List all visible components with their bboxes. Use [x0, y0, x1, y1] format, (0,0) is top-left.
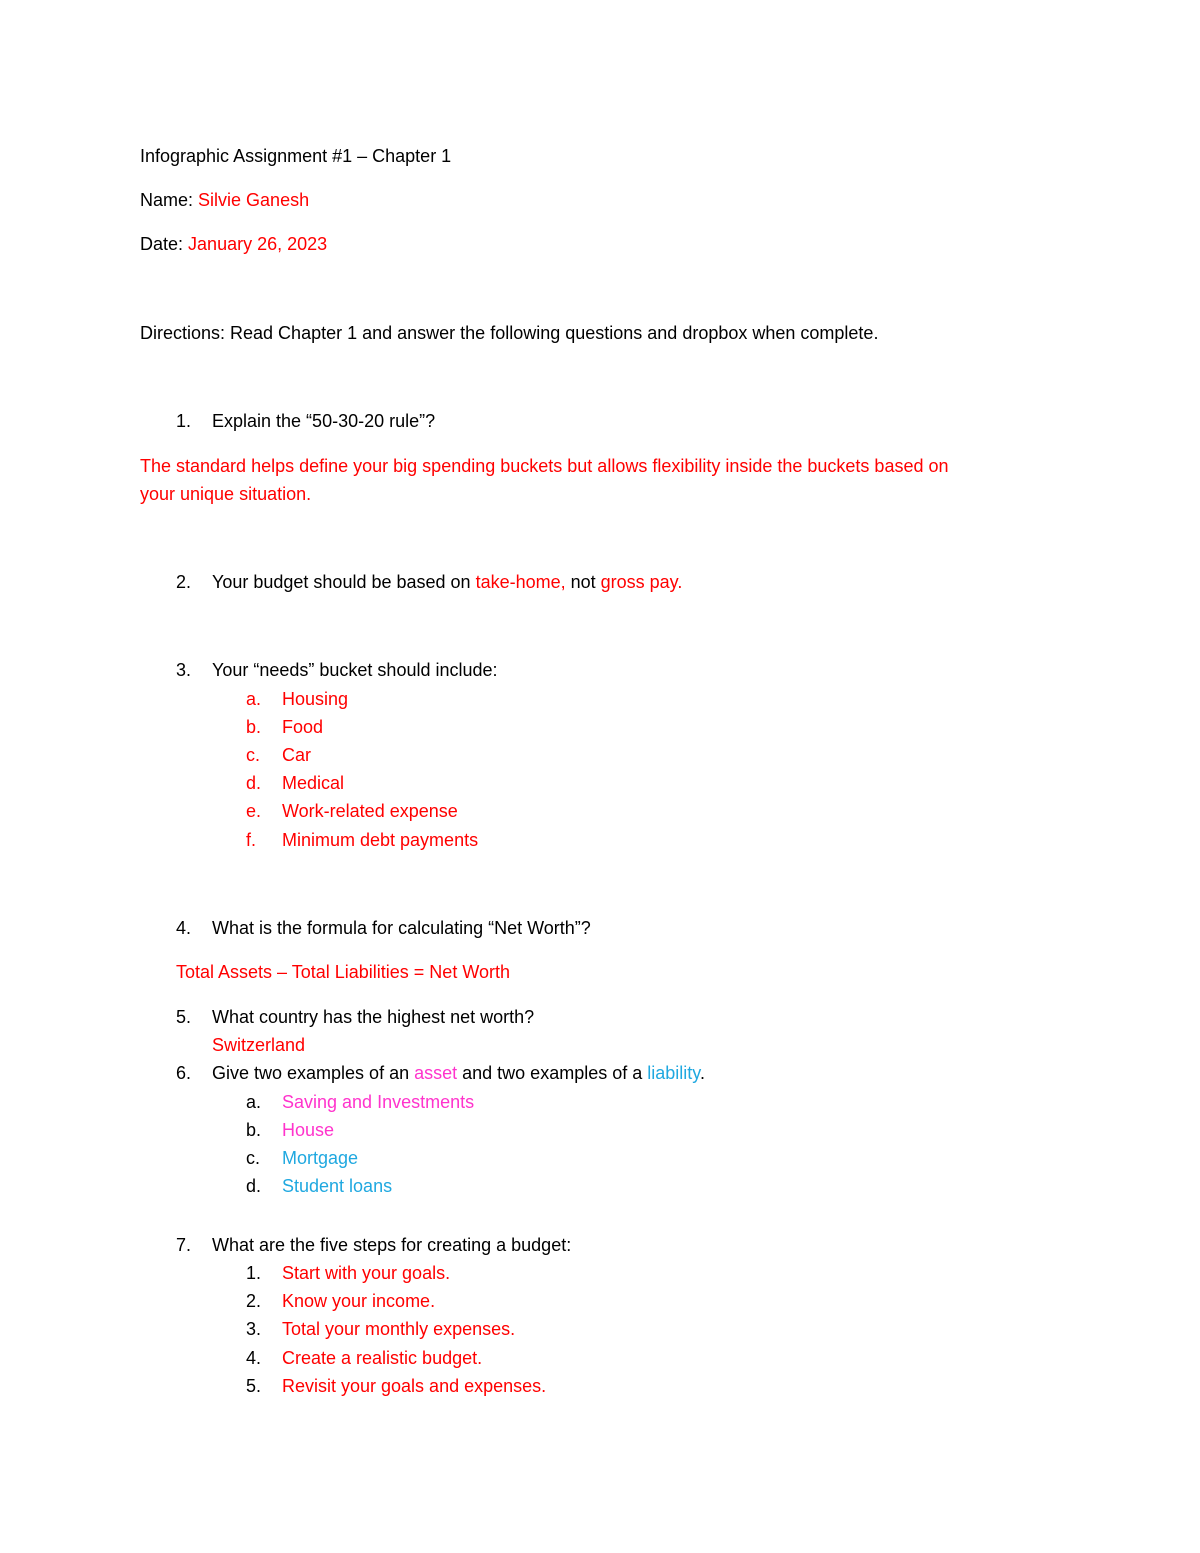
list-label: Mortgage [282, 1148, 359, 1168]
list-label: Food [282, 717, 324, 737]
list-marker: c. [246, 745, 261, 765]
list-marker: 1. [246, 1263, 262, 1283]
list-marker: c. [246, 1148, 261, 1168]
date-value: January 26, 2023 [188, 234, 328, 254]
question-7-text: What are the five steps for creating a budget: [212, 1235, 572, 1255]
name-value: Silvie Ganesh [198, 190, 310, 210]
answer-2-take-home: take-home, [475, 572, 566, 592]
list-item [246, 1290, 435, 1312]
question-2-text-part: Your budget should be based on [212, 572, 476, 592]
question-number-5: 5. [176, 1007, 192, 1027]
list-item [246, 1318, 515, 1340]
answer-2-gross-pay: gross pay. [600, 572, 683, 592]
list-label: Minimum debt payments [282, 830, 479, 850]
list-item [246, 716, 323, 738]
list-marker: b. [246, 717, 262, 737]
list-label: Know your income. [282, 1291, 436, 1311]
question-number-7: 7. [176, 1235, 192, 1255]
list-item [246, 1375, 546, 1397]
list-item [246, 688, 348, 710]
question-1 [176, 410, 191, 432]
question-number-6: 6. [176, 1063, 192, 1083]
document-title: Infographic Assignment #1 – Chapter 1 [140, 146, 452, 166]
question-3-text: Your “needs” bucket should include: [212, 660, 498, 680]
list-label: Medical [282, 773, 345, 793]
answer-5: Switzerland [212, 1035, 306, 1055]
list-item [246, 1091, 474, 1113]
list-marker: b. [246, 1120, 262, 1140]
list-label: House [282, 1120, 335, 1140]
list-label: Housing [282, 689, 349, 709]
list-marker: 4. [246, 1348, 262, 1368]
list-item [246, 1119, 334, 1141]
list-item [246, 772, 344, 794]
date-label: Date: [140, 234, 184, 254]
question-number-3: 3. [176, 660, 192, 680]
list-label: Revisit your goals and expenses. [282, 1376, 547, 1396]
list-marker: f. [246, 830, 257, 850]
list-item [246, 744, 311, 766]
list-label: Total your monthly expenses. [282, 1319, 516, 1339]
question-number-2: 2. [176, 572, 192, 592]
list-marker: a. [246, 689, 262, 709]
name-label: Name: [140, 190, 194, 210]
list-item [246, 1175, 392, 1197]
list-label: Create a realistic budget. [282, 1348, 483, 1368]
answer-1-line-1: The standard helps define your big spending buckets but allows flexibility inside the buckets based on [140, 456, 949, 476]
question-6-text-part: . [699, 1063, 705, 1083]
answer-1-line-2: your unique situation. [140, 484, 312, 504]
list-marker: d. [246, 1176, 262, 1196]
list-item [246, 829, 478, 851]
list-item [246, 1347, 482, 1369]
question-2-text [212, 571, 682, 593]
list-marker: 3. [246, 1319, 262, 1339]
question-number-4: 4. [176, 918, 192, 938]
name-row [140, 189, 309, 211]
list-marker: 5. [246, 1376, 262, 1396]
question-6-text [212, 1062, 705, 1084]
directions: Directions: Read Chapter 1 and answer the following questions and dropbox when complete. [140, 323, 879, 343]
question-number: 1. [176, 411, 192, 431]
list-item [246, 800, 458, 822]
list-marker: d. [246, 773, 262, 793]
question-2-text-part: not [565, 572, 601, 592]
date-row [140, 233, 327, 255]
list-marker: e. [246, 801, 262, 821]
list-label: Car [282, 745, 312, 765]
list-label: Student loans [282, 1176, 393, 1196]
question-6-text-part: and two examples of a [457, 1063, 648, 1083]
list-label: Work-related expense [282, 801, 458, 821]
list-label: Saving and Investments [282, 1092, 475, 1112]
liability-word: liability [647, 1063, 700, 1083]
list-label: Start with your goals. [282, 1263, 451, 1283]
asset-word: asset [414, 1063, 458, 1083]
list-item [246, 1262, 450, 1284]
list-marker: 2. [246, 1291, 262, 1311]
question-5-text: What country has the highest net worth? [212, 1007, 535, 1027]
question-6-text-part: Give two examples of an [212, 1063, 415, 1083]
list-item [246, 1147, 358, 1169]
question-4-text: What is the formula for calculating “Net Worth”? [212, 918, 591, 938]
answer-4: Total Assets – Total Liabilities = Net Worth [176, 962, 511, 982]
list-marker: a. [246, 1092, 262, 1112]
question-1-text: Explain the “50-30-20 rule”? [212, 411, 436, 431]
